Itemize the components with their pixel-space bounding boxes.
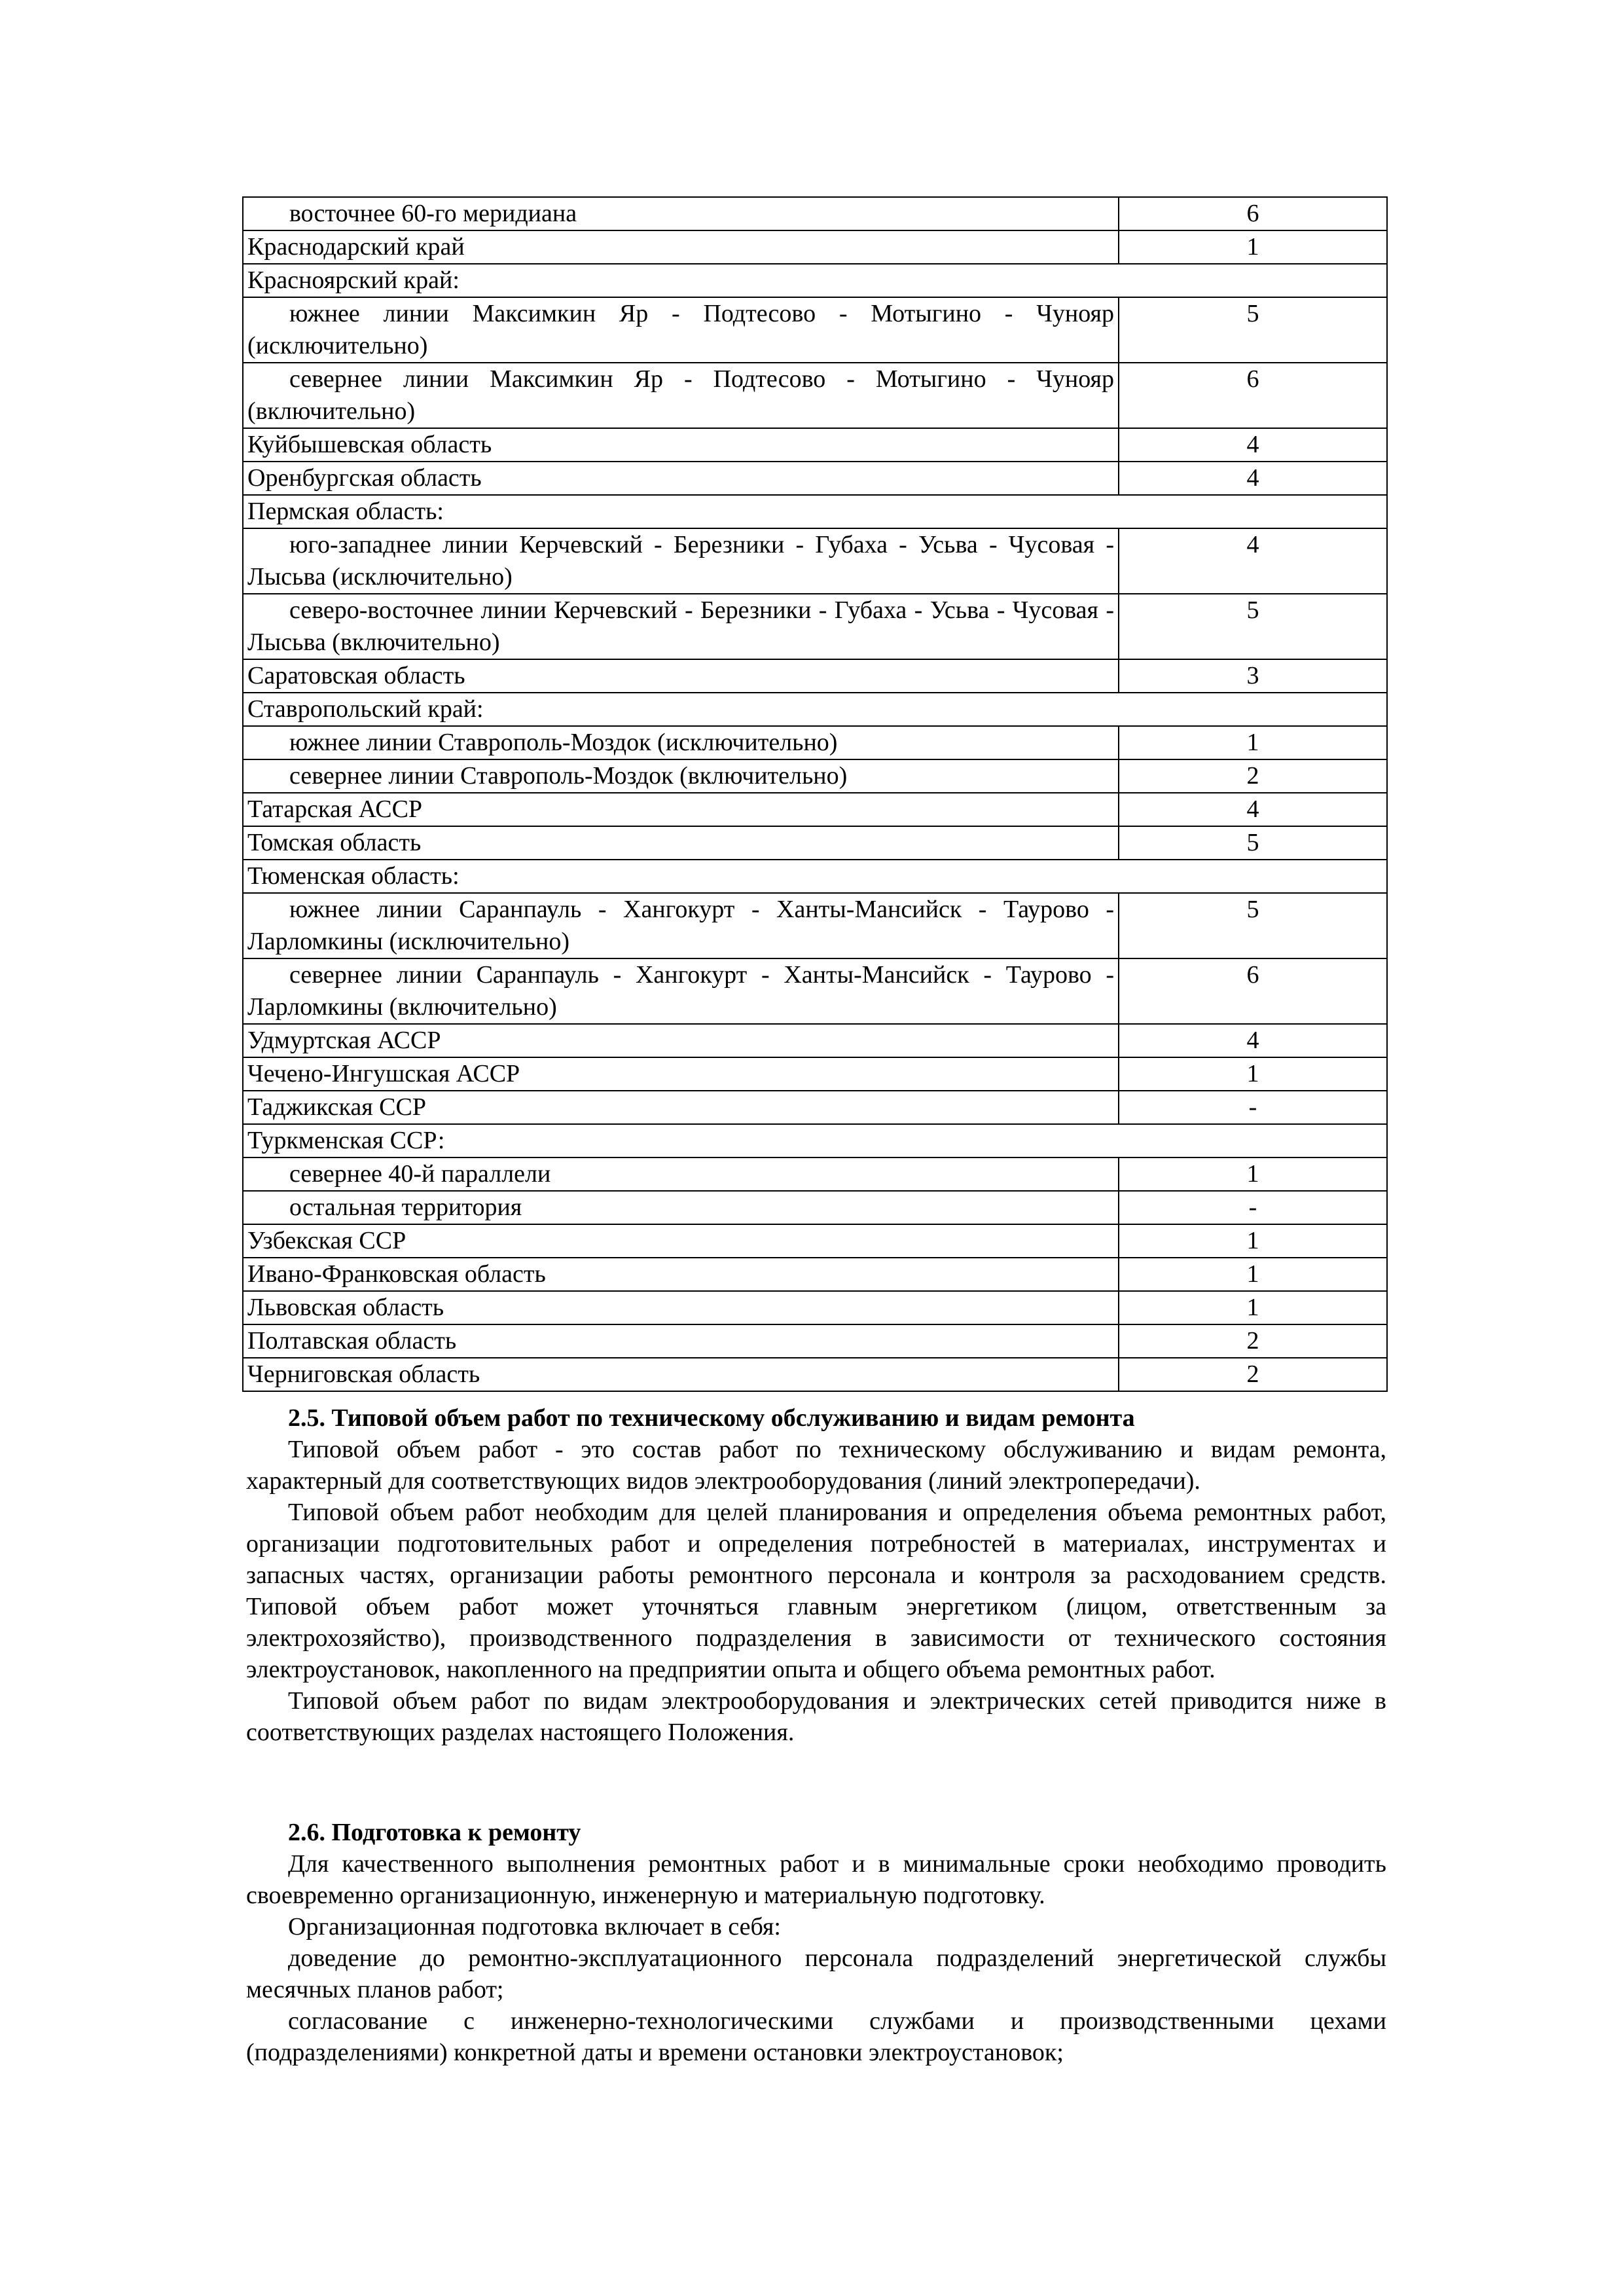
table-row xyxy=(243,363,1387,428)
table-row xyxy=(243,594,1387,659)
table-row xyxy=(243,958,1387,1024)
zone-value-cell: 5 xyxy=(1119,297,1387,363)
table-row xyxy=(243,1157,1387,1191)
table-row xyxy=(243,759,1387,793)
region-name-cell: Таджикская ССР xyxy=(243,1091,1119,1124)
zone-value-cell: - xyxy=(1119,1091,1387,1124)
table-row xyxy=(243,230,1387,264)
section-2-6-paragraph: доведение до ремонтно-эксплуатационного персонала подразделений энергетической службы месячных планов работ; xyxy=(246,1944,1386,2003)
zone-value-cell: 6 xyxy=(1119,363,1387,428)
region-group-name: Пермская область: xyxy=(243,495,1387,528)
section-2-5-heading: 2.5. Типовой объем работ по техническому обслуживанию и видам ремонта xyxy=(288,1404,1135,1432)
region-name-cell: остальная территория xyxy=(243,1191,1119,1224)
region-name-cell: Полтавская область xyxy=(243,1324,1119,1358)
region-name-cell: южнее линии Ставрополь-Моздок (исключительно) xyxy=(243,726,1119,759)
section-2-5 xyxy=(246,1402,1386,1748)
section-2-5-paragraph: Типовой объем работ - это состав работ по техническому обслуживанию и видам ремонта, характерный для соответствующих видов электрооборудования (линий электропередачи). xyxy=(246,1436,1386,1495)
zone-value-cell: 1 xyxy=(1119,1224,1387,1258)
region-name-cell: севернее линии Саранпауль - Хангокурт - Ханты-Мансийск - Таурово - Ларломкины (включительно) xyxy=(243,958,1119,1024)
table-row xyxy=(243,1291,1387,1324)
region-group-name: Туркменская ССР: xyxy=(243,1124,1387,1157)
section-2-5-paragraph: Типовой объем работ необходим для целей планирования и определения объема ремонтных работ, организации подготовительных работ и определения потребностей в материалах, инструментах и запасных частях, организации работы ремонтного персонала и контроля за расходованием средств. Типовой объем работ может уточняться главным энергетиком (лицом, ответственным за электрохозяйство), производственного подразделения в зависимости от технического состояния электроустановок, накопленного на предприятии опыта и общего объема ремонтных работ. xyxy=(246,1499,1386,1683)
table-row xyxy=(243,1191,1387,1224)
region-name-cell: северо-восточнее линии Керчевский - Березники - Губаха - Усьва - Чусовая - Лысьва (включительно) xyxy=(243,594,1119,659)
table-row xyxy=(243,1024,1387,1057)
zone-value-cell: 3 xyxy=(1119,659,1387,693)
table-row xyxy=(243,1358,1387,1391)
zone-value-cell: 1 xyxy=(1119,1258,1387,1291)
table-row xyxy=(243,1091,1387,1124)
climate-zone-table xyxy=(242,196,1388,1392)
table-row xyxy=(243,495,1387,528)
table-row xyxy=(243,860,1387,893)
region-name-cell: Черниговская область xyxy=(243,1358,1119,1391)
zone-value-cell: 1 xyxy=(1119,230,1387,264)
region-name-cell: юго-западнее линии Керчевский - Березники - Губаха - Усьва - Чусовая - Лысьва (исключительно) xyxy=(243,528,1119,594)
region-name-cell: восточнее 60-го меридиана xyxy=(243,197,1119,230)
region-name-cell: Чечено-Ингушская АССР xyxy=(243,1057,1119,1091)
zone-value-cell: 2 xyxy=(1119,1324,1387,1358)
zone-value-cell: 4 xyxy=(1119,528,1387,594)
region-name-cell: севернее линии Максимкин Яр - Подтесово - Мотыгино - Чунояр (включительно) xyxy=(243,363,1119,428)
region-name-cell: севернее линии Ставрополь-Моздок (включительно) xyxy=(243,759,1119,793)
region-name-cell: Татарская АССР xyxy=(243,793,1119,826)
section-2-6-paragraph: Организационная подготовка включает в себя: xyxy=(288,1913,781,1941)
section-2-6-heading: 2.6. Подготовка к ремонту xyxy=(288,1819,581,1846)
region-group-name: Тюменская область: xyxy=(243,860,1387,893)
section-2-6-paragraph: согласование с инженерно-технологическими службами и производственными цехами (подразделениями) конкретной даты и времени остановки электроустановок; xyxy=(246,2007,1386,2066)
table-row xyxy=(243,264,1387,297)
zone-value-cell: 1 xyxy=(1119,1157,1387,1191)
table-row xyxy=(243,893,1387,958)
region-name-cell: Куйбышевская область xyxy=(243,428,1119,462)
region-group-name: Красноярский край: xyxy=(243,264,1387,297)
zone-value-cell: 6 xyxy=(1119,958,1387,1024)
table-row xyxy=(243,528,1387,594)
region-name-cell: Удмуртская АССР xyxy=(243,1024,1119,1057)
table-row xyxy=(243,1124,1387,1157)
table-row xyxy=(243,1258,1387,1291)
region-name-cell: севернее 40-й параллели xyxy=(243,1157,1119,1191)
section-2-6-paragraph: Для качественного выполнения ремонтных работ и в минимальные сроки необходимо проводить своевременно организационную, инженерную и материальную подготовку. xyxy=(246,1850,1386,1909)
zone-value-cell: 4 xyxy=(1119,462,1387,495)
zone-value-cell: 5 xyxy=(1119,594,1387,659)
section-2-6 xyxy=(246,1817,1386,2068)
table-row xyxy=(243,428,1387,462)
zone-value-cell: 4 xyxy=(1119,1024,1387,1057)
region-name-cell: южнее линии Максимкин Яр - Подтесово - Мотыгино - Чунояр (исключительно) xyxy=(243,297,1119,363)
region-name-cell: Краснодарский край xyxy=(243,230,1119,264)
region-name-cell: южнее линии Саранпауль - Хангокурт - Ханты-Мансийск - Таурово - Ларломкины (исключительно) xyxy=(243,893,1119,958)
region-name-cell: Ивано-Франковская область xyxy=(243,1258,1119,1291)
table-row xyxy=(243,659,1387,693)
table-row xyxy=(243,1224,1387,1258)
region-name-cell: Саратовская область xyxy=(243,659,1119,693)
zone-value-cell: 2 xyxy=(1119,1358,1387,1391)
table-row xyxy=(243,726,1387,759)
zone-value-cell: - xyxy=(1119,1191,1387,1224)
zone-value-cell: 4 xyxy=(1119,793,1387,826)
region-group-name: Ставропольский край: xyxy=(243,693,1387,726)
zone-value-cell: 6 xyxy=(1119,197,1387,230)
region-name-cell: Томская область xyxy=(243,826,1119,860)
zone-value-cell: 1 xyxy=(1119,1057,1387,1091)
zone-value-cell: 2 xyxy=(1119,759,1387,793)
region-name-cell: Оренбургская область xyxy=(243,462,1119,495)
zone-value-cell: 5 xyxy=(1119,826,1387,860)
table-row xyxy=(243,693,1387,726)
table-row xyxy=(243,462,1387,495)
region-name-cell: Львовская область xyxy=(243,1291,1119,1324)
table-row xyxy=(243,793,1387,826)
climate-zone-table-body xyxy=(243,197,1387,1391)
region-name-cell: Узбекская ССР xyxy=(243,1224,1119,1258)
table-row xyxy=(243,197,1387,230)
table-row xyxy=(243,1324,1387,1358)
zone-value-cell: 5 xyxy=(1119,893,1387,958)
table-row xyxy=(243,826,1387,860)
table-row xyxy=(243,297,1387,363)
zone-value-cell: 1 xyxy=(1119,726,1387,759)
zone-value-cell: 4 xyxy=(1119,428,1387,462)
table-row xyxy=(243,1057,1387,1091)
zone-value-cell: 1 xyxy=(1119,1291,1387,1324)
section-2-5-paragraph: Типовой объем работ по видам электрооборудования и электрических сетей приводится ниже в соответствующих разделах настоящего Положения. xyxy=(246,1687,1386,1746)
